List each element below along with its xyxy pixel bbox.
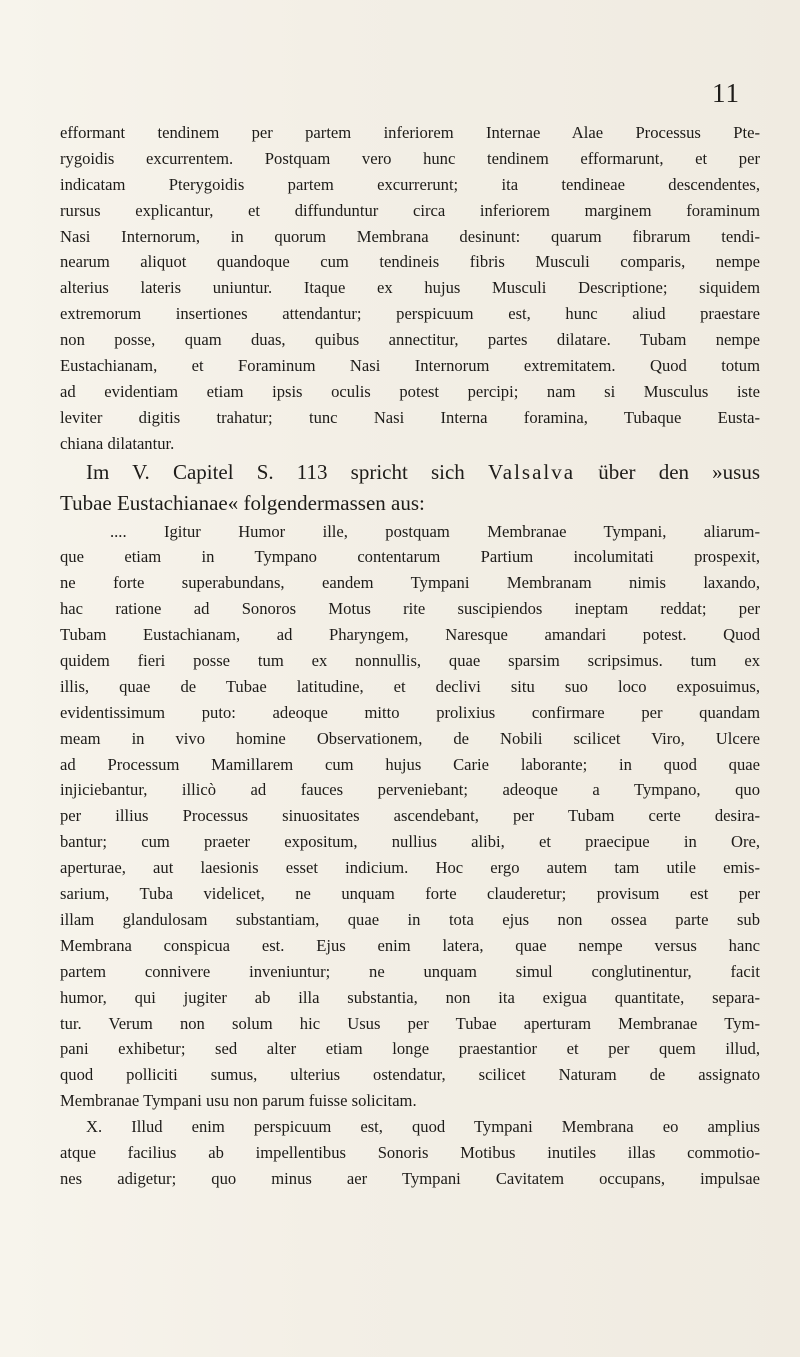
text-line: injiciebantur, illicò ad fauces perveniebant; adeoque a Tympano, quo [60,780,760,800]
text-line: Membranae Tympani usu non parum fuisse solicitam. [60,1091,417,1111]
german-text: Im V. Capitel S. 113 spricht sich [86,459,488,484]
text-line: aperturae, aut laesionis esset indicium. Hoc ergo autem tam utile emis- [60,858,760,878]
text-line: bantur; cum praeter expositum, nullius alibi, et praecipue in Ore, [60,832,760,852]
text-line: nes adigetur; quo minus aer Tympani Cavitatem occupans, impulsae [60,1168,760,1188]
german-line [60,457,760,488]
text-line: chiana dilatantur. [60,433,175,453]
text-line: ad evidentiam etiam ipsis oculis potest percipi; nam si Musculus iste [60,381,760,401]
text-line: Eustachianam, et Foraminum Nasi Internorum extremitatem. Quod totum [60,356,760,376]
text-line: rygoidis excurrentem. Postquam vero hunc tendinem efformarunt, et per [60,148,760,168]
text-line: indicatam Pterygoidis partem excurrerunt; ita tendineae descendentes, [60,174,760,194]
german-commentary [60,457,760,519]
text-line: leviter digitis trahatur; tunc Nasi Interna foramina, Tubaque Eusta- [60,407,760,427]
text-line: atque facilius ab impellentibus Sonoris Motibus inutiles illas commotio- [60,1142,760,1162]
text-line: pani exhibetur; sed alter etiam longe praestantior et per quem illud, [60,1039,760,1059]
german-text: über den »usus [575,459,760,484]
text-line: extremorum insertiones attendantur; perspicuum est, hunc aliud praestare [60,304,760,324]
text-line: que etiam in Tympano contentarum Partium incolumitati prospexit, [60,547,760,567]
text-line: alterius lateris uniuntur. Itaque ex hujus Musculi Descriptione; siquidem [60,278,760,298]
text-line: quidem fieri posse tum ex nonnullis, quae sparsim scripsimus. tum ex [60,651,760,671]
text-line: Nasi Internorum, in quorum Membrana desinunt: quarum fibrarum tendi- [60,226,760,246]
text-line: evidentissimum puto: adeoque mitto prolixius confirmare per quandam [60,702,760,722]
paragraph-2 [60,519,760,1114]
text-line: X. Illud enim perspicuum est, quod Tympani Membrana eo amplius [86,1117,760,1137]
text-line: hac ratione ad Sonoros Motus rite suscipiendos ineptam reddat; per [60,599,760,619]
text-line: tur. Verum non solum hic Usus per Tubae aperturam Membranae Tym- [60,1013,760,1033]
text-line: nearum aliquot quandoque cum tendineis fibris Musculi comparis, nempe [60,252,760,272]
paragraph-3 [60,1114,760,1192]
text-line: Tubam Eustachianam, ad Pharyngem, Naresque amandari potest. Quod [60,625,760,645]
text-line: efformant tendinem per partem inferiorem Internae Alae Processus Pte- [60,123,760,142]
text-line: partem connivere inveniuntur; ne unquam simul conglutinentur, facit [60,961,760,981]
text-line: non posse, quam duas, quibus annectitur, partes dilatare. Tubam nempe [60,330,760,350]
text-line: meam in vivo homine Observationem, de Nobili scilicet Viro, Ulcere [60,728,760,748]
body-text [60,120,760,1192]
text-line: ad Processum Mamillarem cum hujus Carie laborante; in quod quae [60,754,760,774]
text-line: sarium, Tuba videlicet, ne unquam forte clauderetur; provisum est per [60,884,760,904]
text-line: rursus explicantur, et diffunduntur circa inferiorem marginem foraminum [60,200,760,220]
text-line: per illius Processus sinuositates ascendebant, per Tubam certe desira- [60,806,760,826]
text-line: humor, qui jugiter ab illa substantia, non ita exigua quantitate, separa- [60,987,760,1007]
text-line: illam glandulosam substantiam, quae in tota ejus non ossea parte sub [60,909,760,929]
paragraph-1 [60,120,760,457]
author-name: Valsalva [487,459,576,484]
german-line: Tubae Eustachianae« folgendermassen aus: [60,490,425,515]
text-line: .... Igitur Humor ille, postquam Membranae Tympani, aliarum- [110,521,760,541]
text-line: ne forte superabundans, eandem Tympani Membranam nimis laxando, [60,573,760,593]
text-line: Membrana conspicua est. Ejus enim latera, quae nempe versus hanc [60,935,760,955]
page-number: 11 [712,78,740,108]
text-line: illis, quae de Tubae latitudine, et declivi situ suo loco exposuimus, [60,676,760,696]
text-line: quod polliciti sumus, ulterius ostendatur, scilicet Naturam de assignato [60,1065,760,1085]
